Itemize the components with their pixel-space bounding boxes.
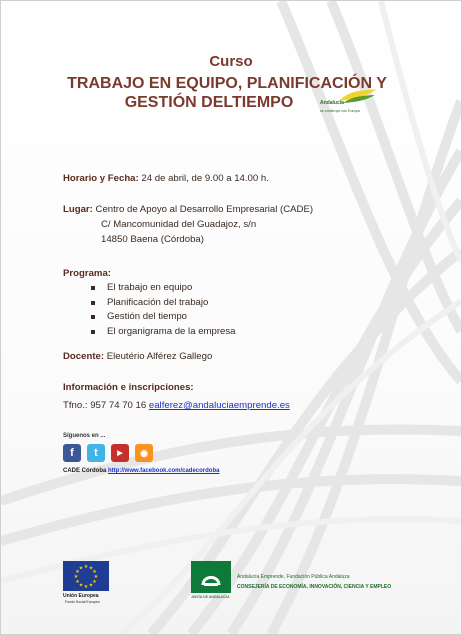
course-title-line1: TRABAJO EN EQUIPO, PLANIFICACIÓN Y [67,75,387,92]
svg-text:★: ★ [75,579,80,585]
place-label: Lugar: [63,204,93,215]
program-label: Programa: [63,268,111,279]
schedule-label: Horario y Fecha: [63,173,139,184]
program-list [89,282,236,340]
program-item: Gestión del tiempo [89,311,236,326]
cade-label: CADE Córdoba [63,468,107,474]
junta-emblem-icon [191,561,231,593]
brand-subtitle: se construye con Europa [320,109,360,113]
teacher-label: Docente: [63,351,105,362]
youtube-icon[interactable]: ▶ [111,444,129,462]
svg-text:★: ★ [92,579,97,585]
twitter-icon[interactable]: t [87,444,105,462]
eu-flag-logo [63,561,109,591]
junta-name: JUNTA DE ANDALUCIA [191,595,230,599]
facebook-icon[interactable]: f [63,444,81,462]
program-item: El trabajo en equipo [89,282,236,297]
email-link[interactable]: ealferez@andaluciaemprende.es [148,400,290,411]
contact-label: Información e inscripciones: [63,382,194,393]
eu-stars-icon [63,561,109,591]
bullet-icon [91,330,95,334]
brand-name: Andalucía [320,100,344,106]
program-item: El organigrama de la empresa [89,326,236,341]
course-title-line2: GESTIÓN DELTIEMPO [124,94,294,111]
bullet-icon [91,315,95,319]
eu-name: Unión Europea [63,593,99,599]
place-line3: 14850 Baena (Córdoba) [101,234,204,245]
place-line [63,202,313,217]
svg-text:★: ★ [73,574,79,580]
contact-line [63,398,290,413]
svg-text:★: ★ [92,569,97,575]
bullet-icon [91,301,95,305]
svg-text:★: ★ [75,569,80,575]
cade-facebook-link[interactable]: http://www.facebook.com/cadecordoba [108,468,220,474]
cade-line [63,468,219,474]
eu-fund: Fondo Social Europeo [65,600,100,604]
fpa-name: Andalucía Emprende, Fundación Pública Andaluza [237,574,350,580]
consejeria-name: CONSEJERÍA DE ECONOMÍA, INNOVACIÓN, CIENCIA Y EMPLEO [237,584,392,590]
program-item: Planificación del trabajo [89,297,236,312]
svg-text:★: ★ [88,582,94,589]
svg-text:★: ★ [88,565,94,572]
schedule-value: 24 de abril, de 9.00 a 14.00 h. [141,173,269,184]
course-label: Curso [209,53,253,70]
rss-icon[interactable]: ◉ [135,444,153,462]
junta-andalucia-logo [191,561,231,593]
phone-number: Tfno.: 957 74 70 16 [63,400,147,411]
place-line2: C/ Mancomunidad del Guadajoz, s/n [101,219,257,230]
svg-text:★: ★ [78,582,84,589]
svg-text:★: ★ [78,565,84,572]
schedule-line [63,171,269,186]
svg-text:★: ★ [93,574,99,580]
social-icons [63,444,153,462]
bullet-icon [91,286,95,290]
teacher-name: Eleutério Alférez Gallego [106,351,213,362]
svg-text:★: ★ [83,564,89,570]
place-line1: Centro de Apoyo al Desarrollo Empresarial (CADE) [95,204,314,215]
follow-us-label: Síguenos en ... [63,433,106,439]
teacher-line [63,349,212,364]
svg-text:★: ★ [83,584,89,590]
